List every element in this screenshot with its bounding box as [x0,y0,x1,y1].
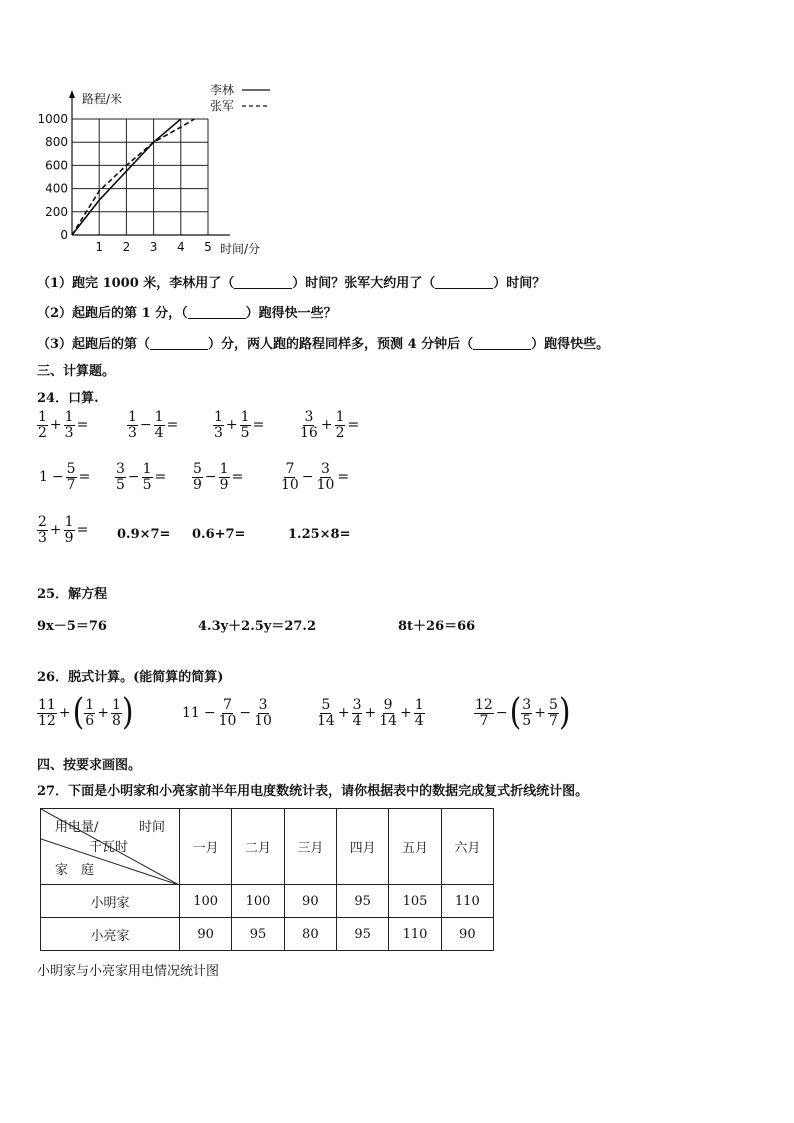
numerator: 12 [475,697,493,713]
x-axis-label: 时间/分 [220,242,261,256]
numerator: 1 [219,461,229,477]
whole-number: 1 [39,469,48,486]
denominator: 4 [352,712,362,729]
fraction [127,410,138,440]
operator: + [49,417,62,434]
numerator: 1 [414,697,424,713]
denominator: 9 [64,529,74,546]
operator: − [301,469,314,486]
operator: + [337,705,350,722]
denominator: 5 [116,476,125,493]
numerator: 3 [522,697,532,713]
y-tick-label: 400 [45,181,68,196]
header-label: 千瓦时 [89,840,129,855]
operator: − [495,705,508,722]
denominator: 3 [214,424,223,441]
q26-expr-1 [37,691,134,734]
equals-sign: = [76,417,89,434]
q27-title: 27．下面是小明家和小亮家前半年用电度数统计表，请你根据表中的数据完成复式折线统计图。 [37,784,589,799]
numerator: 3 [116,461,125,477]
month-header: 五月 [389,809,441,885]
denominator: 7 [479,712,489,729]
numerator: 1 [64,514,74,530]
denominator: 2 [38,424,47,441]
denominator: 8 [111,712,121,729]
table-cell: 105 [389,885,441,918]
q23-p2-text-b: ）跑得快一些？ [245,306,337,321]
y-axis-label: 路程/米 [82,92,123,106]
numerator: 3 [352,697,362,713]
fraction [548,698,559,728]
answer-blank[interactable] [234,276,292,289]
fraction [299,410,319,440]
table-cell: 95 [336,885,388,918]
denominator: 5 [240,424,250,441]
fraction [64,410,75,440]
answer-blank[interactable] [473,337,531,350]
operator: + [49,522,62,539]
denominator: 10 [218,712,237,729]
fraction [37,698,57,728]
q24-item: 1.25×8= [288,527,351,542]
x-tick-label: 2 [122,240,131,254]
q23-p2-text-a: （2）起跑后的第 1 分，（ [37,306,188,321]
operator: − [51,469,64,486]
equals-sign: = [76,522,89,539]
fraction [219,462,230,492]
equals-sign: = [231,469,244,486]
month-header: 一月 [180,809,232,885]
denominator: 3 [128,424,137,441]
calc-item [115,462,168,492]
operator: − [239,705,252,722]
numerator: 1 [154,409,164,425]
q24-item: 0.9×7= [117,527,171,542]
equals-sign: = [337,469,350,486]
numerator: 1 [214,409,223,425]
fraction [66,462,77,492]
q23-part2 [37,302,337,321]
table-cell: 90 [441,918,493,951]
numerator: 11 [38,697,56,713]
numerator: 1 [240,409,250,425]
answer-blank[interactable] [188,306,246,319]
numerator: 5 [321,697,331,713]
operator: + [364,705,377,722]
fraction [115,462,126,492]
denominator: 3 [64,424,74,441]
fraction [84,698,95,728]
equals-sign: = [78,469,91,486]
q23-p3-text-b: ）分，两人跑的路程同样多，预测 4 分钟后（ [208,337,474,352]
q24-title: 24．口算. [37,391,99,406]
paren-right: ) [558,691,571,734]
calc-item [37,410,90,440]
denominator: 3 [38,529,47,546]
operator: + [225,417,238,434]
fraction [253,698,273,728]
table-cell: 110 [441,885,493,918]
equals-sign: = [347,417,360,434]
denominator: 9 [193,476,202,493]
origin-label: 0 [60,228,68,242]
numerator: 1 [335,409,345,425]
table-cell: 95 [336,918,388,951]
chart-title: 小明家与小亮家用电情况统计图 [37,964,220,979]
fraction [474,698,494,728]
x-tick-label: 3 [149,240,158,254]
fraction [280,462,300,492]
numerator: 1 [111,697,121,713]
calc-item [213,410,266,440]
answer-blank[interactable] [150,337,208,350]
q23-p1-text-c: ）时间？ [493,276,546,291]
fraction [240,410,251,440]
y-tick-label: 800 [45,135,68,150]
fraction [316,462,336,492]
denominator: 10 [281,476,299,493]
x-tick-label: 5 [204,240,212,254]
denominator: 14 [317,712,335,729]
y-tick-label: 1000 [37,112,68,126]
denominator: 6 [85,712,95,729]
month-header: 四月 [336,809,388,885]
numerator: 1 [85,697,95,713]
family-name: 小亮家 [41,918,180,951]
equals-sign: = [252,417,265,434]
y-tick-label: 600 [45,158,68,173]
equation: 9x－5＝76 [37,619,107,634]
table-cell: 110 [389,918,441,951]
legend-label: 张军 [210,99,235,113]
calc-item [127,410,180,440]
whole-number: 11 [182,705,200,722]
fraction [142,462,153,492]
distance-time-chart [30,80,290,260]
fraction [378,698,398,728]
table-cell: 100 [180,885,232,918]
equation: 4.3y＋2.5y＝27.2 [198,619,317,634]
fraction [521,698,532,728]
month-header: 二月 [232,809,284,885]
q24-item: 0.6+7= [192,527,246,542]
operator: + [534,705,546,722]
fraction [316,698,336,728]
header-label: 家 庭 [55,863,95,878]
denominator: 10 [316,476,335,493]
numerator: 7 [223,697,232,713]
denominator: 7 [548,712,558,729]
table-cell: 80 [284,918,336,951]
numerator: 5 [66,461,76,477]
denominator: 12 [38,712,56,729]
fraction [154,410,165,440]
calc-item [299,410,361,440]
y-axis-arrow [69,90,75,98]
numerator: 3 [258,697,268,713]
family-name: 小明家 [41,885,180,918]
header-label: 时间 [139,820,166,835]
fraction [414,698,425,728]
calc-item [37,462,92,492]
denominator: 4 [154,424,164,441]
paren-left: ( [72,691,85,734]
denominator: 2 [335,424,345,441]
numerator: 3 [321,461,330,477]
denominator: 5 [142,476,152,493]
q24-row3 [37,515,437,555]
numerator: 5 [548,697,558,713]
paren-right: ) [121,691,134,734]
usage-table [40,808,494,951]
numerator: 1 [38,409,47,425]
x-tick-label: 1 [95,240,104,254]
numerator: 2 [38,514,47,530]
denominator: 9 [219,476,229,493]
q26-title: 26．脱式计算。(能简算的简算) [37,670,224,685]
denominator: 7 [66,476,76,493]
month-header: 三月 [284,809,336,885]
equation: 8t＋26＝66 [398,619,476,634]
q25-title: 25．解方程 [37,587,108,602]
q23-p1-text-b: ）时间？张军大约用了（ [292,276,436,291]
fraction [192,462,203,492]
q26-expr-3 [316,698,425,728]
fraction [64,515,75,545]
operator: − [139,417,152,434]
operator: − [204,469,217,486]
operator: − [127,469,140,486]
fraction [37,515,48,545]
equals-sign: = [166,417,179,434]
operator: + [97,705,109,722]
legend-label: 李林 [210,83,235,97]
x-tick-label: 4 [176,240,185,254]
denominator: 5 [522,712,532,729]
fraction [213,410,224,440]
fraction [352,698,363,728]
table-cell: 90 [284,885,336,918]
table-diagonal-header [41,809,180,885]
calc-item [280,462,351,492]
operator: + [58,705,71,722]
operator: + [400,705,412,722]
q23-part3 [37,333,609,352]
q23-part1 [37,272,545,291]
q23-p3-text-c: ）跑得快些。 [531,337,610,352]
paren-left: ( [509,691,522,734]
series-line-张军 [72,119,194,235]
denominator: 10 [254,712,272,729]
month-header: 六月 [441,809,493,885]
denominator: 16 [300,424,318,441]
header-label: 用电量/ [55,820,99,835]
denominator: 4 [414,712,424,729]
q23-p1-text-a: （1）跑完 1000 米，李林用了（ [37,276,235,291]
section-3-heading: 三、计算题。 [37,364,116,379]
numerator: 1 [64,409,74,425]
calc-item [192,462,245,492]
calc-item [37,515,90,545]
q23-p3-text-a: （3）起跑后的第（ [37,337,151,352]
answer-blank[interactable] [435,276,493,289]
equals-sign: = [154,469,167,486]
fraction [218,698,238,728]
y-tick-label: 200 [45,204,68,219]
q26-expr-2 [180,698,273,728]
fraction [111,698,122,728]
numerator: 1 [142,461,152,477]
numerator: 1 [128,409,137,425]
numerator: 9 [383,697,393,713]
table-cell: 95 [232,918,284,951]
operator: + [320,417,333,434]
operator: − [203,705,216,722]
denominator: 14 [379,712,398,729]
usage-table-wrap [40,808,494,945]
numerator: 5 [193,461,202,477]
table-cell: 100 [232,885,284,918]
section-4-heading: 四、按要求画图。 [37,758,142,773]
numerator: 7 [285,461,295,477]
q26-expr-4 [474,691,571,734]
table-cell: 90 [180,918,232,951]
fraction [335,410,346,440]
numerator: 3 [304,409,314,425]
fraction [37,410,48,440]
